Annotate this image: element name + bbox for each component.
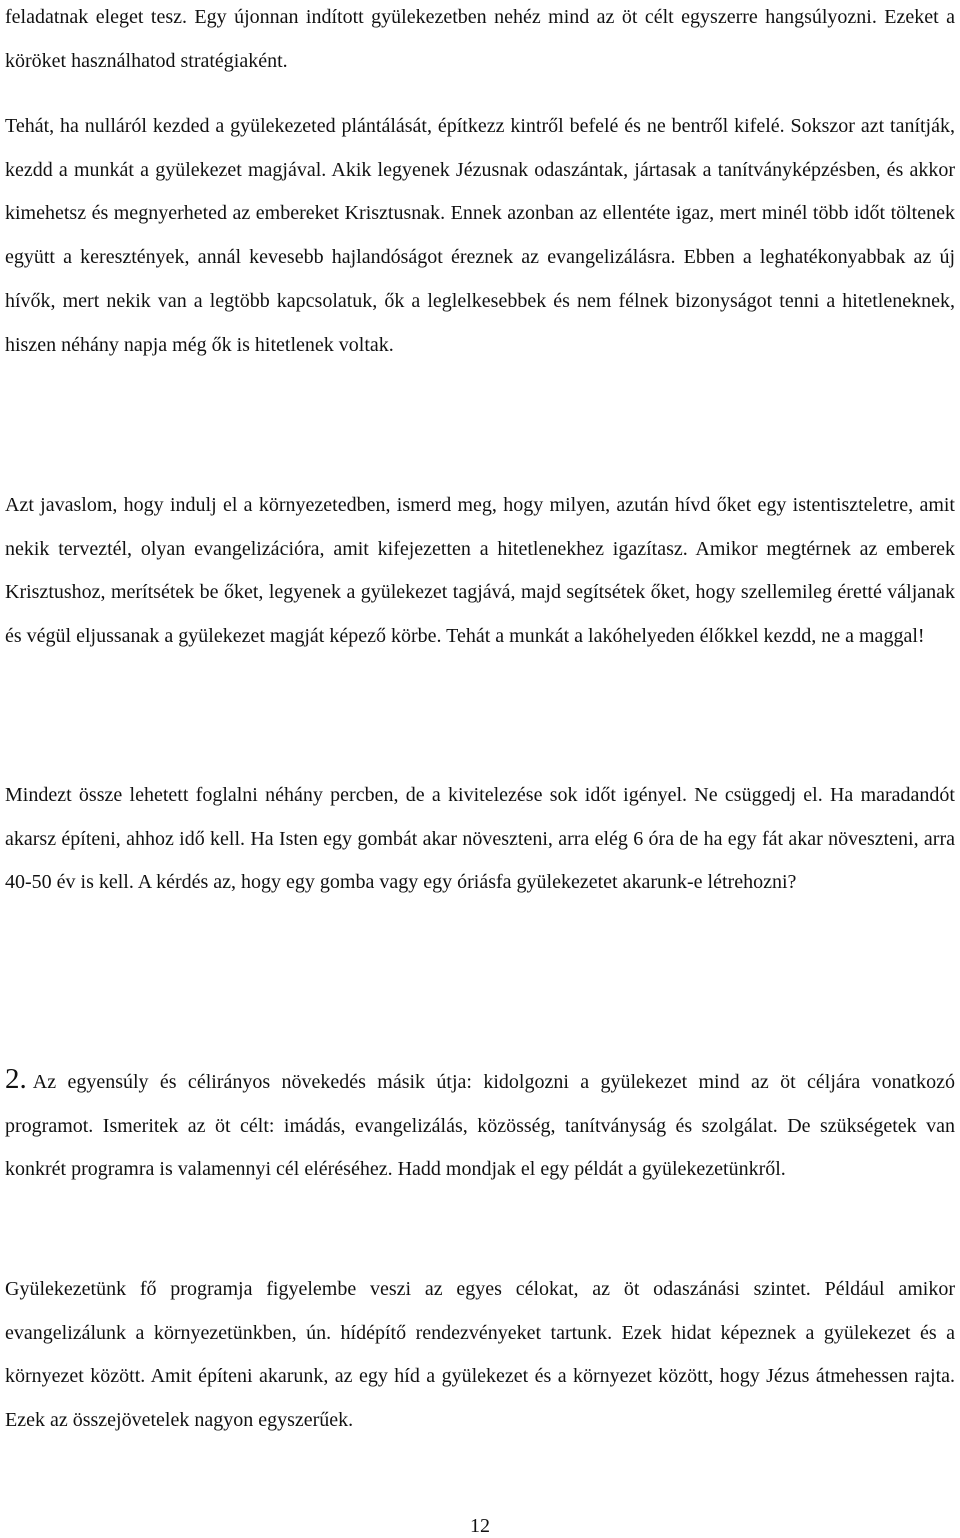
paragraph-recommendation: Azt javaslom, hogy indulj el a környezetedben, ismerd meg, hogy milyen, azután hívd őket egy istentiszteletre, amit nekik terveztél, olyan evangelizációra, amit kifejezetten a hitetlenekhez igazítasz. Amikor megtérnek az emberek Krisztushoz, merítsétek be őket, legyenek a gyülekezet tagjává, majd segítsétek őket, hogy szellemileg éretté váljanak és végül eljussanak a gyülekezet magját képező körbe. Tehát a munkát a lakóhelyeden élőkkel kezdd, ne a maggal! [5,494,955,648]
section-number: 2. [5,1063,27,1095]
page-number: 12 [470,1515,490,1537]
paragraph-continuation: feladatnak eleget tesz. Egy újonnan indított gyülekezetben nehéz mind az öt célt egyszerre hangsúlyozni. Ezeket a köröket használhatod stratégiaként. [5,6,955,72]
paragraph-patience: Mindezt össze lehetett foglalni néhány percben, de a kivitelezése sok időt igényel. Ne csüggedj el. Ha maradandót akarsz építeni, ahhoz idő kell. Ha Isten egy gombát akar növeszteni, arra elég 6 óra de ha egy fát akar növeszteni, arra 40-50 év is kell. A kérdés az, hogy egy gomba vagy egy óriásfa gyülekezetet akarunk-e létrehozni? [5,784,955,894]
section-2-text: Az egyensúly és célirányos növekedés másik útja: kidolgozni a gyülekezet mind az öt céljára vonatkozó programot. Ismeritek az öt célt: imádás, evangelizálás, közösség, tanítványság és szolgálat. De szükségetek van konkrét programra is valamennyi cél eléréséhez. Hadd mondjak el egy példát a gyülekezetünkről. [5,1071,955,1181]
paragraph-main-program: Gyülekezetünk fő programja figyelembe veszi az egyes célokat, az öt odaszánási szintet. Például amikor evangelizálunk a környezetünkben, ún. hídépítő rendezvényeket tartunk. Ezek hidat képeznek a gyülekezet és a környezet között. Amit építeni akarunk, az egy híd a gyülekezet és a környezet között, hogy Jézus átmehessen rajta. Ezek az összejövetelek nagyon egyszerűek. [5,1278,955,1432]
paragraph-planting-strategy: Tehát, ha nulláról kezded a gyülekezeted plántálását, építkezz kintről befelé és ne bentről kifelé. Sokszor azt tanítják, kezdd a munkát a gyülekezet magjával. Akik legyenek Jézusnak odaszántak, jártasak a tanítványképzésben, és akkor kimehetsz és megnyerheted az embereket Krisztusnak. Ennek azonban az ellentéte igaz, mert minél több időt töltenek együtt a keresztények, annál kevesebb hajlandóságot éreznek az evangelizálásra. Ebben a leghatékonyabbak az új hívők, mert nekik van a legtöbb kapcsolatuk, ők a leglelkesebbek és nem félnek bizonyságot tenni a hitetleneknek, hiszen néhány napja még ők is hitetlenek voltak. [5,115,955,356]
section-2-paragraph [5,1058,955,1192]
